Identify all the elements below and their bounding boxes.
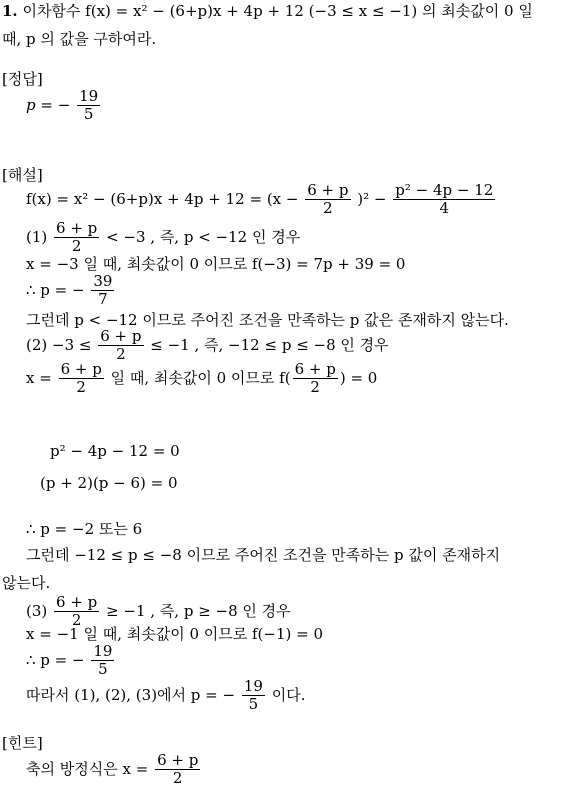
answer-lhs: p = − [26,95,71,114]
solution-line-1 [26,182,497,218]
case3-result-lhs: ∴ p = − [26,650,85,669]
denominator: 5 [248,695,259,714]
denominator: 2 [323,199,333,218]
denominator: 4 [439,199,450,218]
case2-line-3: ∴ p = −2 또는 6 [26,520,143,538]
case1-condition: < −3 , 즉, p < −12 인 경우 [106,227,301,246]
denominator: 2 [76,378,86,397]
answer-line [26,88,102,124]
case2-fraction [98,328,143,364]
case2-line-2 [26,361,377,397]
denominator: 2 [71,611,82,630]
case1-fraction [54,220,99,256]
problem-text: 이차함수 f(x) = x² − (6+p)x + 4p + 12 (−3 ≤ x ≤ −1) 의 최솟값이 0 일 [22,2,533,20]
denominator: 2 [71,237,82,256]
case1-line-3 [26,273,116,309]
denominator: 2 [310,378,320,397]
case2-condition: ≤ −1 , 즉, −12 ≤ p ≤ −8 인 경우 [150,335,389,354]
case1-label: (1) [26,227,48,246]
case3-result-fraction [91,643,114,679]
denominator: 5 [98,660,108,679]
case3-condition: ≥ −1 , 즉, p ≥ −8 인 경우 [106,601,291,620]
numerator: 6 + p [100,327,142,345]
numerator: 19 [243,677,263,695]
case3-line-2: x = −1 일 때, 최솟값이 0 이므로 f(−1) = 0 [26,625,324,643]
hint-lhs: 축의 방정식은 x = [26,759,149,778]
sol-l1-part-b: )² − [357,189,387,208]
case3-label: (3) [26,601,48,620]
numerator: 19 [93,642,113,660]
sol-l1-part-a: f(x) = x² − (6+p)x + 4p + 12 = (x − [26,189,299,208]
denominator: 2 [116,345,126,364]
sol-l1-fraction-2 [393,182,495,218]
denominator: 2 [172,769,183,788]
solution-heading: [해설] [2,166,43,184]
sol-l1-fraction-1 [305,182,350,218]
numerator: 6 + p [157,751,199,769]
case1-line-1 [26,220,300,256]
hint-heading: [힌트] [2,734,43,752]
case1-line-4: 그런데 p < −12 이므로 주어진 조건을 만족하는 p 값은 존재하지 않는다. [26,311,509,329]
case2-line-1 [26,328,389,364]
numerator: p² − 4p − 12 [395,181,494,199]
answer-fraction [77,88,100,124]
case2-l2-part-d: ) = 0 [339,368,378,387]
numerator: 39 [93,272,113,290]
final-fraction [242,678,265,714]
case2-l2-part-a: x = [26,368,52,387]
case2-l2-part-b: 일 때, 최솟값이 0 이므로 f( [110,368,291,387]
problem-number: 1. [2,2,18,20]
denominator: 7 [98,290,108,309]
numerator: 6 + p [307,181,349,199]
case2-l2-fraction-1 [59,361,104,397]
case2-line-5: 않는다. [2,574,51,592]
numerator: 6 + p [60,360,102,378]
final-line [26,678,305,714]
case1-result-fraction [91,273,114,309]
numerator: 6 + p [56,219,98,237]
hint-fraction [155,752,200,788]
hint-line [26,752,202,788]
final-part-b: 이다. [271,685,306,704]
answer-denominator: 5 [83,105,94,124]
case1-result-lhs: ∴ p = − [26,280,85,299]
answer-numerator: 19 [79,87,99,105]
case2-line-4: 그런데 −12 ≤ p ≤ −8 이므로 주어진 조건을 만족하는 p 값이 존재하지 [26,546,501,564]
equation-2: (p + 2)(p − 6) = 0 [40,474,178,492]
final-part-a: 따라서 (1), (2), (3)에서 p = − [26,685,236,704]
numerator: 6 + p [294,360,336,378]
problem-line-1 [2,2,533,20]
problem-line-2: 때, p 의 값을 구하여라. [2,30,157,48]
equation-1: p² − 4p − 12 = 0 [50,442,180,460]
case1-line-2: x = −3 일 때, 최솟값이 0 이므로 f(−3) = 7p + 39 = 0 [26,255,406,273]
case2-label: (2) −3 ≤ [26,335,92,354]
numerator: 6 + p [56,593,98,611]
answer-heading: [정답] [2,70,43,88]
case2-l2-fraction-2 [293,361,338,397]
case3-line-3 [26,643,116,679]
